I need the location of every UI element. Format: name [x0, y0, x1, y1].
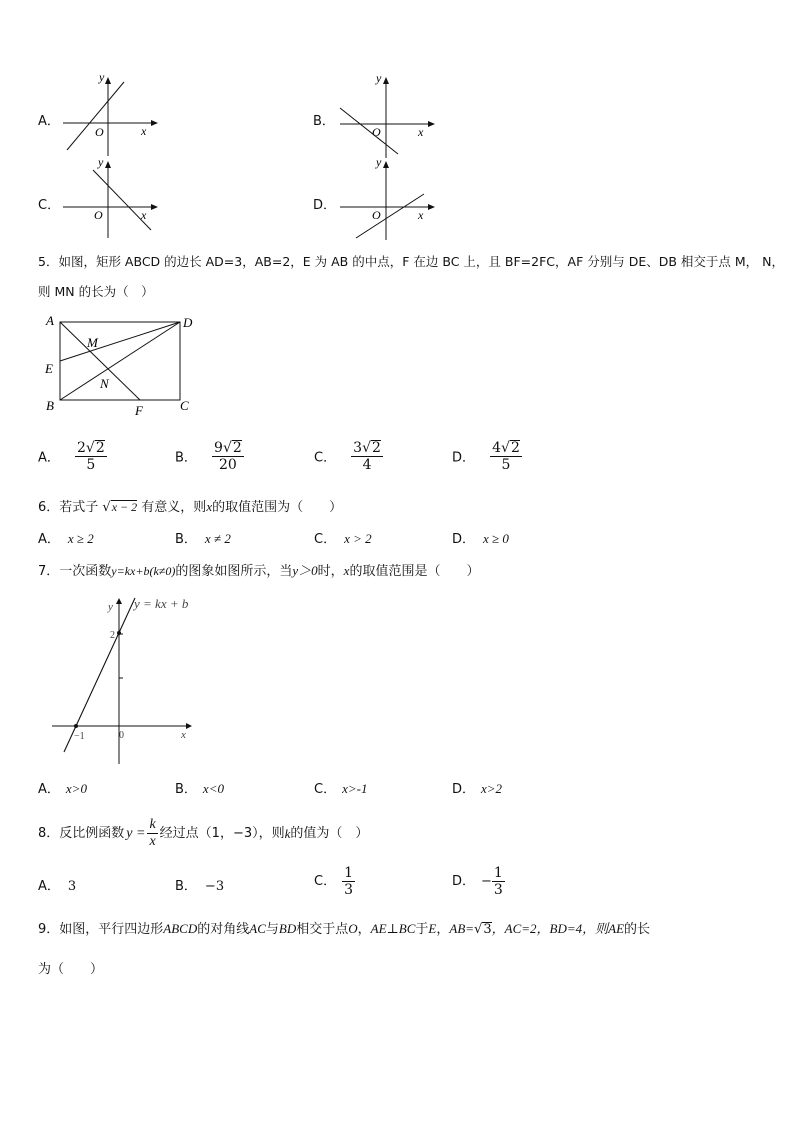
x-arrow [151, 120, 158, 126]
q5-option-d[interactable] [452, 440, 522, 472]
q5-option-a[interactable] [38, 440, 107, 472]
q6-option-b[interactable]: B． x ≠ 2 [175, 531, 231, 547]
q4-option-c-graph [55, 156, 165, 246]
q7-option-a[interactable]: A． x>0 [38, 781, 87, 797]
x-label: x [141, 124, 147, 138]
q4-option-d-letter: D． [313, 198, 337, 213]
origin-label: O [95, 125, 104, 139]
option-fraction: $\frac{3√2}{4}$ [353, 440, 381, 473]
q7-function-graph [48, 592, 218, 772]
q6-option-c[interactable]: C． x > 2 [314, 531, 372, 547]
q8-option-d[interactable]: D． − $\frac{1}{3}$ [452, 865, 503, 898]
label-e: E [45, 361, 53, 376]
q5-option-b[interactable] [175, 440, 244, 472]
q5-option-c[interactable] [314, 440, 383, 472]
x-label: x [141, 208, 147, 222]
q9-stem-line2: 为（ ） [38, 962, 104, 977]
q5-stem-line1: 5．如图，矩形 ABCD 的边长 AD=3，AB=2，E 为 AB 的中点，F 在边 BC 上，且 BF=2FC，AF 分别与 DE、DB 相交于点 M， N， [38, 254, 784, 269]
y-axis-label: y [108, 601, 113, 613]
origin-label: O [372, 208, 381, 222]
y-label: y [376, 72, 382, 85]
label-a: A [46, 313, 54, 328]
origin-label: O [94, 208, 103, 222]
y-label: y [98, 156, 104, 169]
function-line [64, 598, 135, 752]
y-intercept-label: 2 [110, 630, 115, 641]
x-intercept-point [74, 724, 78, 728]
label-b: B [46, 398, 54, 413]
q7-stem: 7．一次函数y=kx+b(k≠0)的图象如图所示，当y＞0时，x的取值范围是（ ） [38, 563, 480, 579]
option-fraction: $\frac{4√2}{5}$ [492, 440, 520, 473]
q6-option-a[interactable]: A． x ≥ 2 [38, 531, 94, 547]
q8-option-b[interactable]: B． −3 [175, 879, 225, 894]
option-letter: A． [38, 450, 60, 466]
q4-option-a-letter: A． [38, 114, 60, 129]
q4-option-b-letter: B． [313, 114, 335, 129]
y-label: y [99, 72, 105, 84]
q4-option-c-letter: C． [38, 198, 61, 213]
option-letter: D． [452, 450, 476, 466]
origin-label: 0 [119, 730, 124, 741]
function-line [67, 82, 124, 150]
option-letter: B． [175, 450, 197, 466]
q8-stem: 8．反比例函数 y = $\frac{k}{x}$ 经过点（1，−3），则 k 的值为（ ） [38, 817, 369, 849]
q6-option-d[interactable]: D． x ≥ 0 [452, 531, 509, 547]
function-line [356, 194, 424, 238]
q8-option-c[interactable]: C． $\frac{1}{3}$ [314, 865, 353, 898]
x-label: x [418, 125, 424, 139]
q5-rectangle-figure [40, 312, 210, 420]
q6-stem: 6．若式子 √x − 2 有意义，则x的取值范围为（ ） [38, 499, 343, 515]
segment-db [60, 322, 180, 400]
y-label: y [376, 156, 382, 169]
q7-option-c[interactable]: C． x>-1 [314, 781, 368, 797]
function-line [340, 108, 398, 154]
x-axis-label: x [181, 729, 186, 741]
segment-de [60, 322, 180, 361]
label-n: N [100, 376, 109, 391]
q9-stem-line1: 9．如图，平行四边形ABCD的对角线AC与BD相交于点O，AE⊥BC于E，AB=√3，AC=2，BD=4，则AE的长 [38, 921, 651, 937]
q5-stem-line2: 则 MN 的长为（ ） [38, 284, 154, 299]
x-intercept-label: −1 [74, 731, 85, 742]
option-fraction: $\frac{9√2}{20}$ [214, 440, 242, 473]
option-fraction: $\frac{2√2}{5}$ [77, 440, 105, 473]
x-label: x [418, 208, 424, 222]
q4-option-d-graph [332, 156, 442, 246]
label-f: F [135, 403, 143, 418]
equation-label: y = kx + b [134, 596, 189, 611]
label-m: M [87, 335, 98, 350]
label-d: D [183, 315, 193, 330]
origin-label: O [372, 125, 381, 139]
q7-option-d[interactable]: D． x>2 [452, 781, 503, 797]
label-c: C [180, 398, 189, 413]
y-arrow [105, 77, 111, 84]
option-letter: C． [314, 450, 337, 466]
q4-option-b-graph [332, 72, 442, 162]
q7-option-b[interactable]: B． x<0 [175, 781, 224, 797]
y-intercept-point [117, 631, 121, 635]
q4-option-a-graph [55, 72, 165, 162]
q8-option-a[interactable]: A． 3 [38, 879, 77, 894]
